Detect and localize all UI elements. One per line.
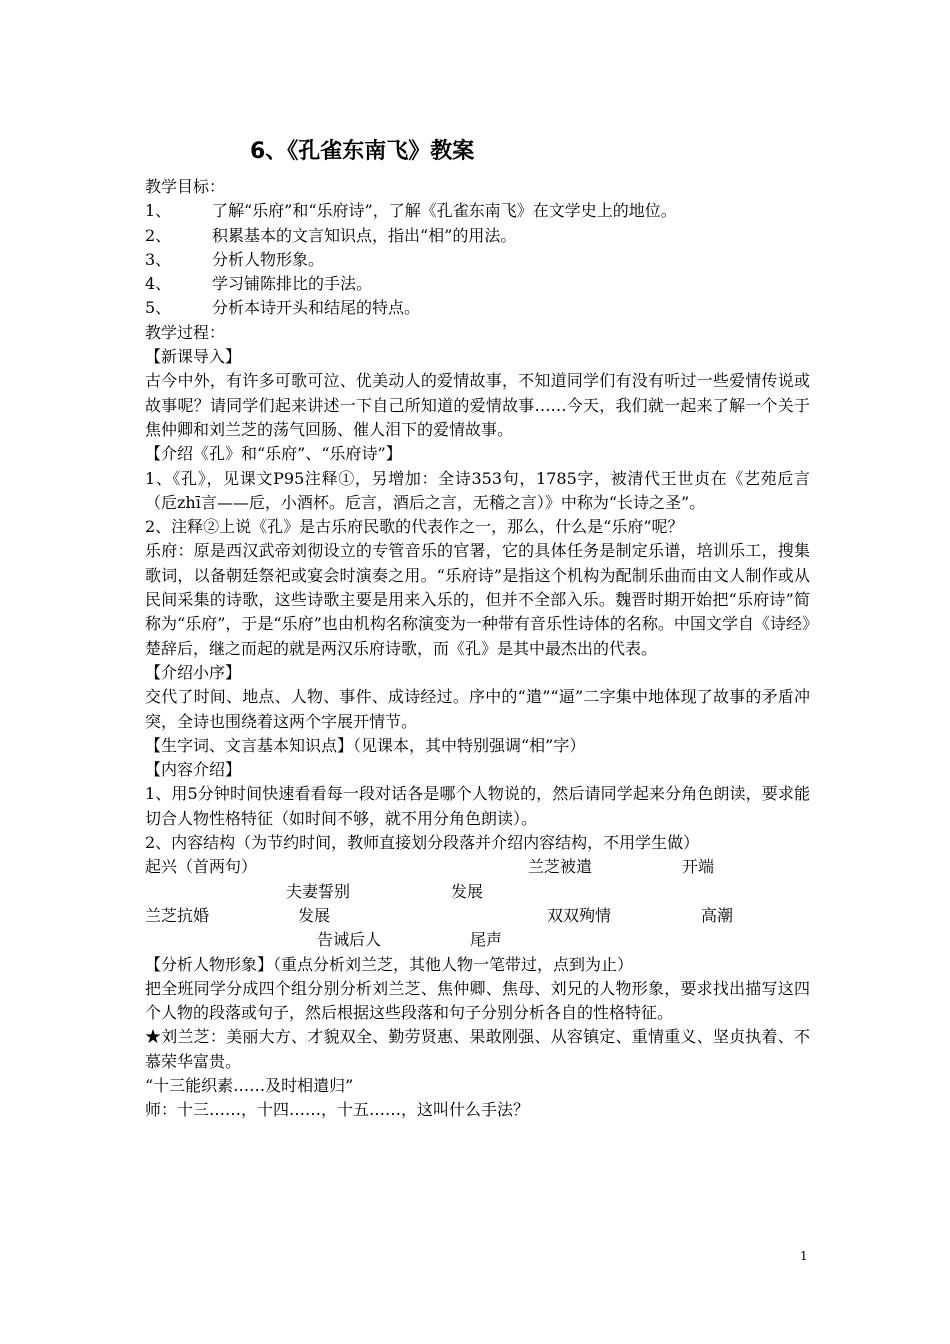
content-paragraph-2: 2、内容结构（为节约时间，教师直接划分段落并介绍内容结构，不用学生做） <box>145 833 700 853</box>
goal-text: 分析人物形象。 <box>212 249 325 269</box>
lanzhi-paragraph: ★刘兰芝：美丽大方、才貌双全、勤劳贤惠、果敢刚强、从容镇定、重情重义、坚贞执着、不慕荣华富贵。 <box>145 1027 810 1071</box>
structure-stage: 发展 <box>451 881 484 901</box>
structure-stage: 开端 <box>682 857 715 877</box>
section-heading-yuefu: 【介绍《孔》和“乐府”、“乐府诗”】 <box>145 444 402 464</box>
section-heading-preface: 【介绍小序】 <box>145 662 242 682</box>
content-paragraph-1: 1、用5分钟时间快速看看每一段对话各是哪个人物说的，然后请同学起来分角色朗读，要求能切合人物性格特征（如时间不够，就不用分角色朗读）。 <box>145 784 810 828</box>
structure-part: 兰芝抗婚 <box>145 905 210 925</box>
structure-row <box>145 855 810 879</box>
section-heading-vocab: 【生字词、文言基本知识点】（见课本，其中特别强调“相”字） <box>145 735 586 755</box>
goal-item <box>145 296 810 320</box>
goal-item <box>145 272 810 296</box>
goal-number: 4、 <box>145 274 172 294</box>
section-heading-content: 【内容介绍】 <box>145 760 242 780</box>
goal-number: 3、 <box>145 249 172 269</box>
goal-number: 2、 <box>145 225 172 245</box>
structure-stage: 高潮 <box>701 905 734 925</box>
structure-row <box>145 928 810 952</box>
page-title: 6、《孔雀东南飞》教案 <box>250 139 475 164</box>
goal-item <box>145 199 810 223</box>
page-number: 1 <box>800 1249 808 1263</box>
goal-item <box>145 224 810 248</box>
yuefu-paragraph-3: 乐府：原是西汉武帝刘彻设立的专管音乐的官署，它的具体任务是制定乐谱，培训乐工，搜集歌词，以备朝廷祭祀或宴会时演奏之用。“乐府诗”是指这个机构为配制乐曲而由文人制作或从民间采集的诗歌，这些诗歌主要是用来入乐的，但并不全部入乐。魏晋时期开始把“乐府诗”简称为“乐府”，于是“乐府”也由机构名称演变为一种带有音乐性诗体的名称。中国文学自《诗经》楚辞后，继之而起的就是两汉乐府诗歌，而《孔》是其中最杰出的代表。 <box>145 541 810 658</box>
section-heading-character: 【分析人物形象】（重点分析刘兰芝，其他人物一笔带过，点到为止） <box>145 954 634 974</box>
structure-part: 兰芝被遣 <box>528 857 593 877</box>
goal-text: 了解“乐府”和“乐府诗”，了解《孔雀东南飞》在文学史上的地位。 <box>212 201 677 221</box>
structure-part: 夫妻誓别 <box>286 881 351 901</box>
yuefu-paragraph-2: 2、注释②上说《孔》是古乐府民歌的代表作之一，那么，什么是“乐府”呢？ <box>145 517 684 537</box>
teacher-question: 师：十三……，十四……，十五……，这叫什么手法？ <box>145 1100 530 1120</box>
goal-text: 积累基本的文言知识点，指出“相”的用法。 <box>212 225 517 245</box>
goal-text: 学习铺陈排比的手法。 <box>212 274 373 294</box>
section-heading-intro: 【新课导入】 <box>145 347 242 367</box>
structure-part: 起兴（首两句） <box>145 857 258 877</box>
process-heading: 教学过程： <box>145 322 226 342</box>
preface-paragraph: 交代了时间、地点、人物、事件、成诗经过。序中的“遣”“逼”二字集中地体现了故事的矛盾冲突，全诗也围绕着这两个字展开情节。 <box>145 687 810 731</box>
structure-row <box>145 904 810 928</box>
goal-number: 1、 <box>145 201 172 221</box>
poem-quote: “十三能织素……及时相遣归” <box>145 1075 354 1095</box>
goal-text: 分析本诗开头和结尾的特点。 <box>212 298 421 318</box>
yuefu-paragraph-1: 1、《孔》，见课文P95注释①，另增加：全诗353句，1785字，被清代王世贞在《艺苑卮言（卮zhī言——卮，小酒杯。卮言，酒后之言，无稽之言）》中称为“长诗之圣”。 <box>145 468 810 512</box>
character-paragraph: 把全班同学分成四个组分别分析刘兰芝、焦仲卿、焦母、刘兄的人物形象，要求找出描写这四个人物的段落或句子，然后根据这些段落和句子分别分析各自的性格特征。 <box>145 978 810 1023</box>
intro-paragraph: 古今中外，有许多可歌可泣、优美动人的爱情故事，不知道同学们有没有听过一些爱情传说或故事呢？请同学们起来讲述一下自己所知道的爱情故事……今天，我们就一起来了解一个关于焦仲卿和刘兰芝的荡气回肠、催人泪下的爱情故事。 <box>145 371 810 439</box>
structure-stage: 尾声 <box>470 930 503 950</box>
goal-number: 5、 <box>145 298 172 318</box>
structure-part: 告诫后人 <box>317 930 382 950</box>
structure-row <box>145 880 810 904</box>
structure-stage: 发展 <box>298 905 331 925</box>
document-body <box>145 175 810 1123</box>
structure-part: 双双殉情 <box>547 905 612 925</box>
goals-heading: 教学目标： <box>145 177 226 196</box>
goal-item <box>145 248 810 272</box>
